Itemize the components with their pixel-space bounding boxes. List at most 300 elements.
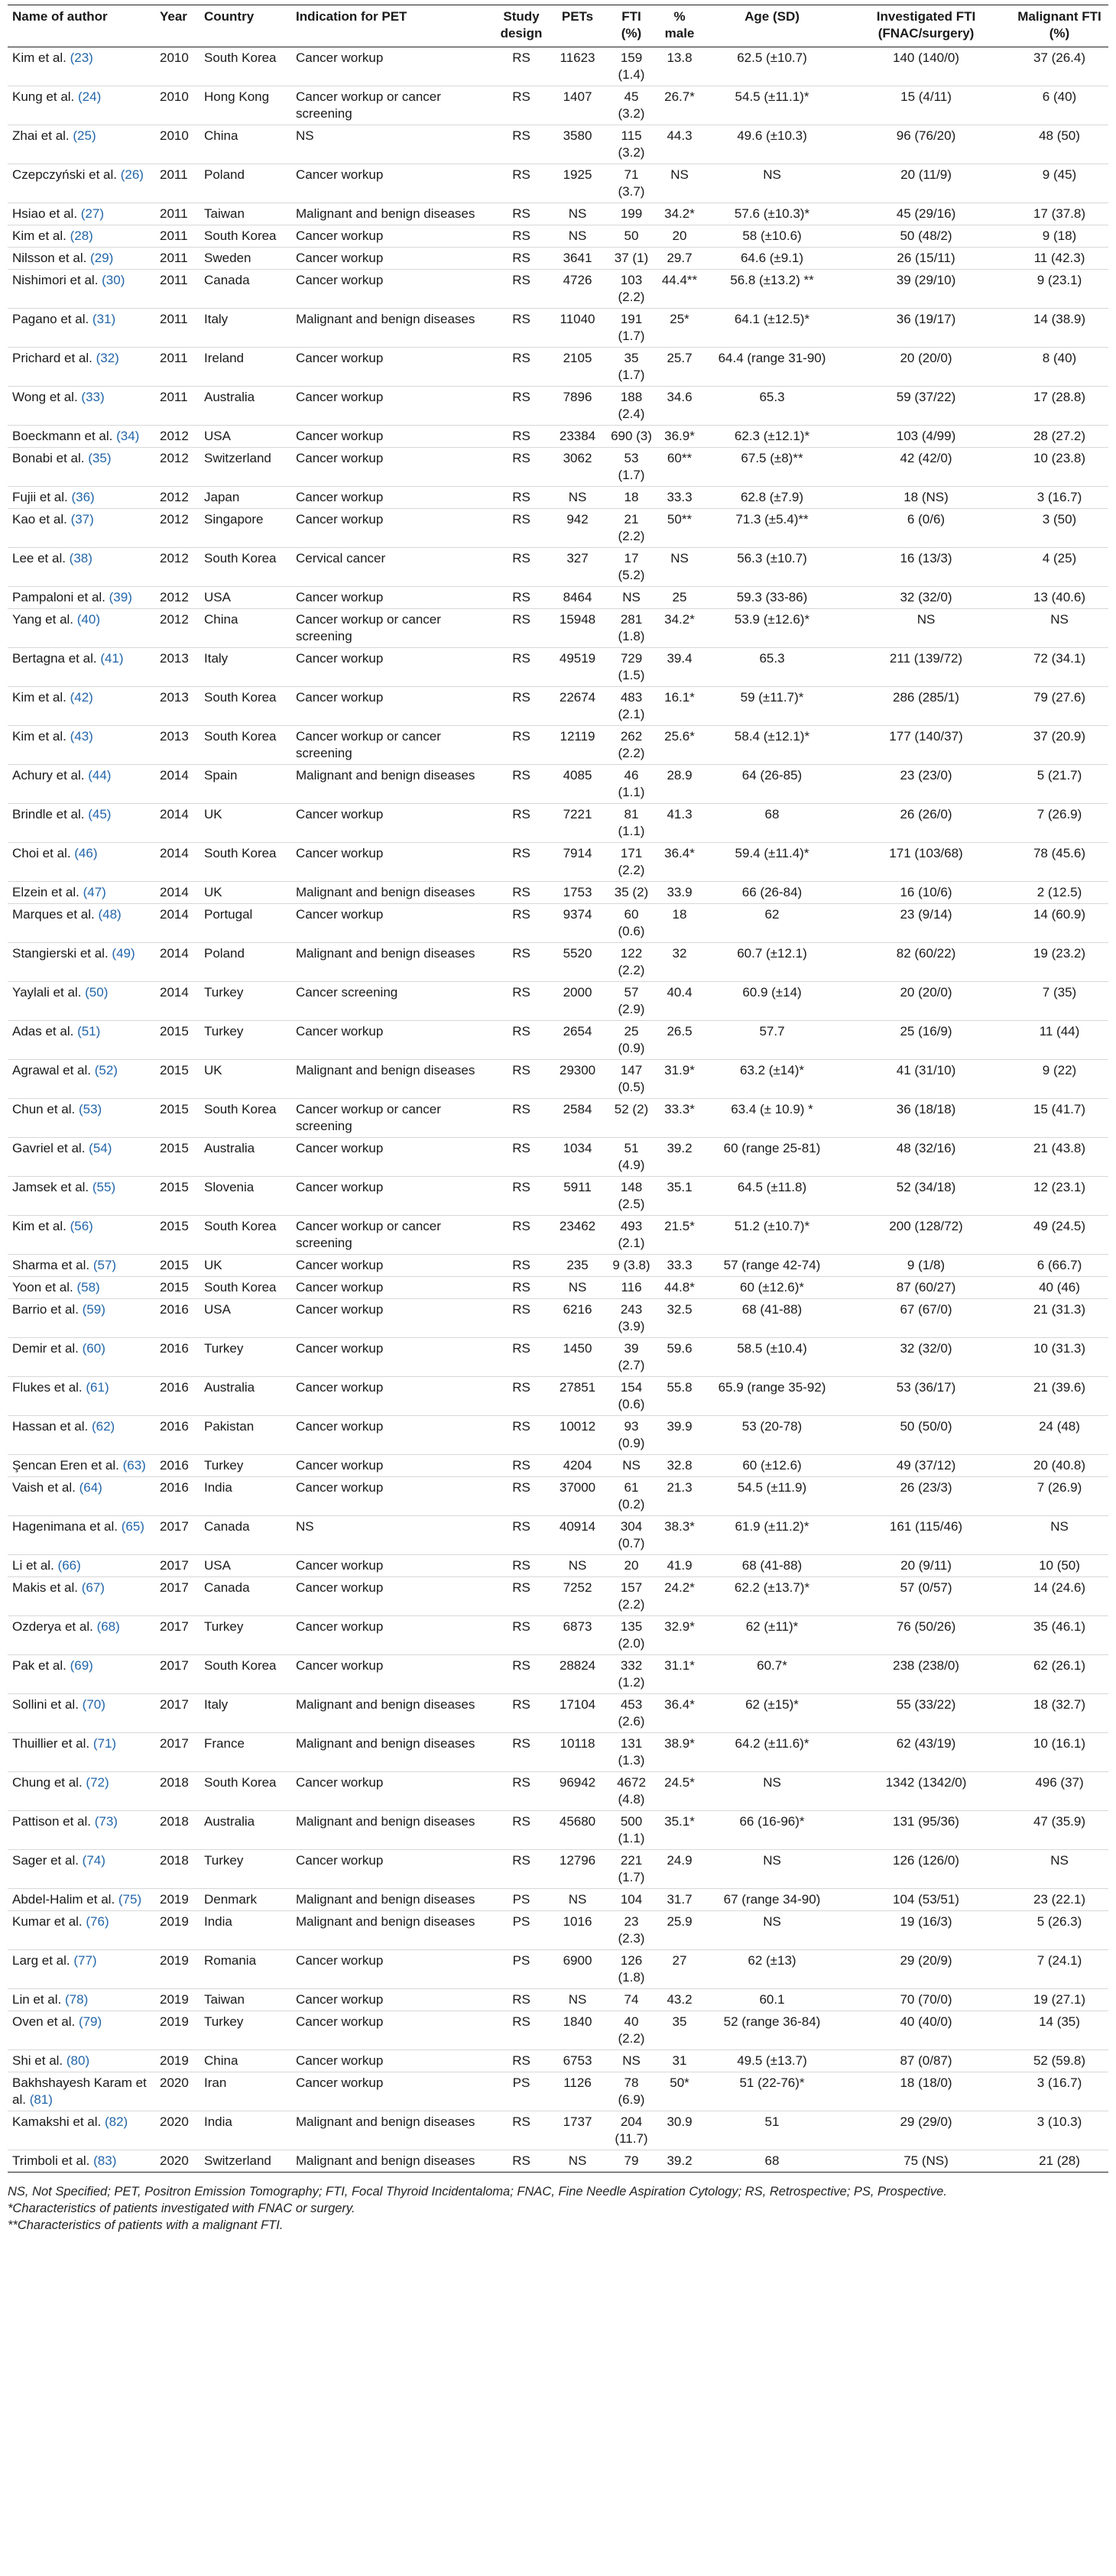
table-row [8,1850,1108,1889]
cell-indication: Cancer workup [291,248,494,270]
cell-fti: 79 [606,2150,657,2173]
cell-study-design: RS [494,1138,549,1177]
cell-indication: Cancer workup or cancer screening [291,609,494,648]
cell-pets: 4204 [549,1455,606,1477]
cell-country: Romania [200,1950,291,1989]
cell-fti: 20 [606,1555,657,1577]
cell-indication: Malignant and benign diseases [291,1911,494,1950]
reference-citation[interactable]: (77) [73,1953,97,1968]
cell-indication: Cancer workup [291,687,494,726]
cell-age: 60.9 (±14) [702,982,842,1021]
cell-male: 55.8 [657,1377,702,1416]
cell-age: 62.2 (±13.7)* [702,1577,842,1616]
reference-citation[interactable]: (39) [109,590,132,604]
cell-year: 2015 [155,1216,200,1255]
table-row [8,270,1108,309]
reference-citation[interactable]: (56) [70,1219,93,1233]
cell-fti: 126 (1.8) [606,1950,657,1989]
cell-age: 64.4 (range 31-90) [702,348,842,387]
cell-investigated: 26 (26/0) [842,804,1011,843]
cell-age: 67.5 (±8)** [702,448,842,487]
table-row [8,1655,1108,1694]
table-row [8,1299,1108,1338]
reference-citation[interactable]: (68) [96,1619,120,1634]
cell-indication: Cancer workup [291,904,494,943]
table-row [8,2072,1108,2111]
cell-study-design: RS [494,1577,549,1616]
cell-male: 44.8* [657,1277,702,1299]
reference-citation[interactable]: (75) [118,1892,142,1907]
cell-study-design: RS [494,1021,549,1060]
cell-study-design: RS [494,1377,549,1416]
cell-study-design: RS [494,609,549,648]
reference-citation[interactable]: (80) [66,2053,90,2068]
cell-male: 20 [657,225,702,248]
table-row [8,843,1108,882]
document-page [8,0,1108,2234]
cell-indication: Cancer workup or cancer screening [291,1099,494,1138]
cell-author: Ozderya et al. (68) [8,1616,155,1655]
reference-citation[interactable]: (33) [81,390,105,404]
cell-indication: Cancer workup [291,1850,494,1889]
cell-investigated: 20 (20/0) [842,348,1011,387]
cell-male: 32 [657,943,702,982]
cell-investigated: 40 (40/0) [842,2011,1011,2050]
cell-country: Portugal [200,904,291,943]
reference-citation[interactable]: (34) [116,429,140,443]
cell-year: 2019 [155,1889,200,1911]
cell-pets: 1737 [549,2111,606,2150]
cell-author: Sager et al. (74) [8,1850,155,1889]
cell-country: Canada [200,1577,291,1616]
cell-fti: 147 (0.5) [606,1060,657,1099]
table-row [8,348,1108,387]
cell-author: Abdel-Halim et al. (75) [8,1889,155,1911]
cell-author: Choi et al. (46) [8,843,155,882]
cell-year: 2018 [155,1772,200,1811]
cell-male: 18 [657,904,702,943]
cell-year: 2019 [155,1911,200,1950]
cell-age: 66 (26-84) [702,882,842,904]
header-year: Year [155,5,200,47]
reference-citation[interactable]: (54) [89,1141,112,1155]
cell-age: 58.4 (±12.1)* [702,726,842,765]
cell-investigated: 103 (4/99) [842,426,1011,448]
cell-indication: Cancer workup [291,2050,494,2072]
reference-citation[interactable]: (71) [92,1736,117,1751]
cell-year: 2017 [155,1655,200,1694]
reference-citation[interactable]: (58) [76,1280,100,1294]
cell-fti: 135 (2.0) [606,1616,657,1655]
cell-study-design: RS [494,348,549,387]
cell-fti: 17 (5.2) [606,548,657,587]
reference-citation[interactable]: (72) [86,1775,109,1790]
reference-citation[interactable]: (78) [65,1992,89,2007]
cell-country: Slovenia [200,1177,291,1216]
cell-malignant: 3 (16.7) [1011,487,1108,509]
cell-investigated: 87 (60/27) [842,1277,1011,1299]
cell-indication: Malignant and benign diseases [291,1733,494,1772]
cell-malignant: 6 (40) [1011,86,1108,125]
cell-year: 2019 [155,1950,200,1989]
cell-male: 28.9 [657,765,702,804]
cell-pets: 1407 [549,86,606,125]
cell-country: Turkey [200,1850,291,1889]
cell-pets: 3580 [549,125,606,164]
cell-age: 64.2 (±11.6)* [702,1733,842,1772]
cell-malignant: 49 (24.5) [1011,1216,1108,1255]
cell-study-design: RS [494,1850,549,1889]
reference-citation[interactable]: (30) [102,273,125,287]
cell-age: 62 [702,904,842,943]
cell-male: 31 [657,2050,702,2072]
cell-year: 2018 [155,1811,200,1850]
table-row [8,1021,1108,1060]
cell-year: 2015 [155,1138,200,1177]
cell-fti: 148 (2.5) [606,1177,657,1216]
cell-study-design: RS [494,1299,549,1338]
cell-pets: 10118 [549,1733,606,1772]
cell-male: 35 [657,2011,702,2050]
table-row [8,387,1108,426]
reference-citation[interactable]: (81) [29,2092,53,2107]
cell-male: 24.2* [657,1577,702,1616]
reference-citation[interactable]: (61) [86,1380,109,1395]
cell-year: 2012 [155,609,200,648]
cell-indication: Cancer workup [291,1455,494,1477]
cell-author: Bonabi et al. (35) [8,448,155,487]
reference-citation[interactable]: (26) [120,167,144,182]
reference-citation[interactable]: (31) [92,312,116,326]
cell-investigated: 16 (13/3) [842,548,1011,587]
reference-citation[interactable]: (48) [98,907,122,922]
cell-fti: 23 (2.3) [606,1911,657,1950]
cell-fti: NS [606,587,657,609]
cell-investigated: 32 (32/0) [842,587,1011,609]
cell-study-design: PS [494,1889,549,1911]
reference-citation[interactable]: (65) [121,1519,144,1534]
cell-age: 60.7 (±12.1) [702,943,842,982]
cell-investigated: 20 (9/11) [842,1555,1011,1577]
reference-citation[interactable]: (74) [82,1853,105,1868]
cell-year: 2017 [155,1694,200,1733]
cell-indication: NS [291,125,494,164]
cell-indication: Cancer workup [291,1950,494,1989]
cell-indication: Cancer workup [291,348,494,387]
reference-citation[interactable]: (83) [93,2153,117,2168]
cell-author: Lin et al. (78) [8,1989,155,2011]
cell-male: 35.1 [657,1177,702,1216]
cell-country: South Korea [200,47,291,86]
cell-indication: Cancer workup [291,1255,494,1277]
cell-age: 59.4 (±11.4)* [702,843,842,882]
table-row [8,509,1108,548]
cell-year: 2011 [155,270,200,309]
cell-malignant: 8 (40) [1011,348,1108,387]
cell-malignant: 9 (23.1) [1011,270,1108,309]
cell-male: 25.9 [657,1911,702,1950]
cell-author: Pampaloni et al. (39) [8,587,155,609]
reference-citation[interactable]: (76) [86,1914,109,1929]
cell-fti: NS [606,2050,657,2072]
header-male: % male [657,5,702,47]
cell-investigated: 19 (16/3) [842,1911,1011,1950]
table-row [8,1477,1108,1516]
reference-citation[interactable]: (63) [122,1458,146,1473]
cell-country: Poland [200,164,291,203]
cell-author: Şencan Eren et al. (63) [8,1455,155,1477]
table-row [8,609,1108,648]
cell-pets: 7896 [549,387,606,426]
cell-fti: 159 (1.4) [606,47,657,86]
reference-citation[interactable]: (43) [70,729,93,744]
cell-country: Australia [200,1138,291,1177]
cell-indication: Cancer screening [291,982,494,1021]
cell-pets: NS [549,1989,606,2011]
cell-fti: 493 (2.1) [606,1216,657,1255]
reference-citation[interactable]: (52) [94,1063,118,1077]
cell-male: 41.9 [657,1555,702,1577]
reference-citation[interactable]: (55) [92,1180,116,1194]
reference-citation[interactable]: (36) [71,490,95,504]
cell-year: 2015 [155,1021,200,1060]
reference-citation[interactable]: (25) [73,128,96,143]
cell-male: 24.9 [657,1850,702,1889]
cell-malignant: 13 (40.6) [1011,587,1108,609]
cell-country: UK [200,1060,291,1099]
cell-author: Kim et al. (43) [8,726,155,765]
cell-age: 64.6 (±9.1) [702,248,842,270]
cell-male: 31.9* [657,1060,702,1099]
cell-male: 25* [657,309,702,348]
cell-malignant: 37 (20.9) [1011,726,1108,765]
cell-country: India [200,1911,291,1950]
cell-age: 68 (41-88) [702,1555,842,1577]
cell-author: Yang et al. (40) [8,609,155,648]
cell-fti: 46 (1.1) [606,765,657,804]
reference-citation[interactable]: (47) [83,885,106,899]
cell-year: 2014 [155,843,200,882]
cell-country: Iran [200,2072,291,2111]
reference-citation[interactable]: (67) [81,1580,105,1595]
cell-author: Adas et al. (51) [8,1021,155,1060]
cell-pets: NS [549,2150,606,2173]
reference-citation[interactable]: (51) [77,1024,101,1039]
cell-male: 50* [657,2072,702,2111]
table-row [8,1889,1108,1911]
cell-study-design: RS [494,648,549,687]
cell-pets: 27851 [549,1377,606,1416]
cell-malignant: 20 (40.8) [1011,1455,1108,1477]
cell-investigated: 16 (10/6) [842,882,1011,904]
reference-citation[interactable]: (28) [70,228,93,243]
cell-year: 2017 [155,1616,200,1655]
cell-fti: 690 (3) [606,426,657,448]
cell-indication: Cancer workup [291,2011,494,2050]
reference-citation[interactable]: (32) [96,351,119,365]
table-row [8,982,1108,1021]
cell-indication: Cancer workup [291,270,494,309]
reference-citation[interactable]: (29) [90,251,114,265]
reference-citation[interactable]: (59) [82,1302,105,1317]
reference-citation[interactable]: (42) [70,690,93,705]
cell-author: Gavriel et al. (54) [8,1138,155,1177]
cell-pets: 7252 [549,1577,606,1616]
cell-country: Italy [200,1694,291,1733]
reference-citation[interactable]: (27) [80,206,104,221]
cell-pets: 49519 [549,648,606,687]
cell-pets: 7914 [549,843,606,882]
reference-citation[interactable]: (62) [91,1419,115,1434]
cell-age: 51.2 (±10.7)* [702,1216,842,1255]
cell-pets: 45680 [549,1811,606,1850]
cell-male: 41.3 [657,804,702,843]
table-row [8,1911,1108,1950]
cell-fti: 221 (1.7) [606,1850,657,1889]
cell-male: 38.9* [657,1733,702,1772]
cell-author: Nilsson et al. (29) [8,248,155,270]
reference-citation[interactable]: (37) [70,512,94,527]
reference-citation[interactable]: (64) [79,1480,102,1495]
cell-country: UK [200,804,291,843]
cell-country: South Korea [200,726,291,765]
cell-malignant: 14 (60.9) [1011,904,1108,943]
cell-pets: 1126 [549,2072,606,2111]
reference-citation[interactable]: (46) [74,846,98,860]
cell-malignant: 17 (37.8) [1011,203,1108,225]
reference-citation[interactable]: (73) [94,1814,118,1829]
reference-citation[interactable]: (57) [92,1258,117,1272]
cell-malignant: 4 (25) [1011,548,1108,587]
cell-pets: 3062 [549,448,606,487]
cell-year: 2013 [155,687,200,726]
cell-investigated: 104 (53/51) [842,1889,1011,1911]
cell-study-design: RS [494,270,549,309]
cell-investigated: 200 (128/72) [842,1216,1011,1255]
cell-pets: 1753 [549,882,606,904]
cell-investigated: 53 (36/17) [842,1377,1011,1416]
cell-author: Czepczyński et al. (26) [8,164,155,203]
reference-citation[interactable]: (49) [112,946,135,961]
cell-age: 52 (range 36-84) [702,2011,842,2050]
cell-author: Hsiao et al. (27) [8,203,155,225]
cell-author: Bertagna et al. (41) [8,648,155,687]
cell-male: 33.9 [657,882,702,904]
cell-year: 2010 [155,47,200,86]
cell-malignant: 3 (50) [1011,509,1108,548]
cell-study-design: RS [494,687,549,726]
cell-investigated: 76 (50/26) [842,1616,1011,1655]
cell-male: 44.3 [657,125,702,164]
cell-author: Wong et al. (33) [8,387,155,426]
cell-year: 2014 [155,882,200,904]
cell-age: 67 (range 34-90) [702,1889,842,1911]
cell-male: 35.1* [657,1811,702,1850]
cell-country: Sweden [200,248,291,270]
cell-author: Lee et al. (38) [8,548,155,587]
cell-age: 60 (±12.6) [702,1455,842,1477]
cell-investigated: 23 (23/0) [842,765,1011,804]
cell-investigated: 6 (0/6) [842,509,1011,548]
cell-indication: Cancer workup [291,648,494,687]
cell-investigated: 286 (285/1) [842,687,1011,726]
reference-citation[interactable]: (69) [70,1658,93,1673]
cell-indication: Cancer workup [291,1616,494,1655]
cell-pets: 96942 [549,1772,606,1811]
cell-investigated: 55 (33/22) [842,1694,1011,1733]
cell-indication: Cancer workup [291,164,494,203]
cell-year: 2020 [155,2150,200,2173]
cell-pets: 1016 [549,1911,606,1950]
cell-indication: Cancer workup [291,1655,494,1694]
cell-study-design: RS [494,1616,549,1655]
reference-citation[interactable]: (40) [76,612,100,627]
cell-male: 27 [657,1950,702,1989]
header-country: Country [200,5,291,47]
reference-citation[interactable]: (79) [78,2014,102,2029]
cell-country: South Korea [200,1216,291,1255]
cell-study-design: RS [494,943,549,982]
cell-pets: 6753 [549,2050,606,2072]
cell-author: Bakhshayesh Karam et al. (81) [8,2072,155,2111]
cell-pets: 12119 [549,726,606,765]
cell-malignant: 17 (28.8) [1011,387,1108,426]
reference-citation[interactable]: (50) [85,985,109,1000]
cell-malignant: 10 (50) [1011,1555,1108,1577]
cell-pets: NS [549,225,606,248]
cell-fti: 157 (2.2) [606,1577,657,1616]
cell-indication: Malignant and benign diseases [291,882,494,904]
reference-citation[interactable]: (45) [88,807,112,821]
cell-age: 60.7* [702,1655,842,1694]
cell-year: 2012 [155,487,200,509]
table-row [8,1416,1108,1455]
reference-citation[interactable]: (53) [78,1102,102,1116]
reference-citation[interactable]: (66) [57,1558,81,1573]
cell-age: 56.3 (±10.7) [702,548,842,587]
cell-age: 54.5 (±11.1)* [702,86,842,125]
reference-citation[interactable]: (82) [104,2114,128,2129]
reference-citation[interactable]: (23) [70,50,93,65]
cell-fti: 51 (4.9) [606,1138,657,1177]
reference-citation[interactable]: (41) [100,651,124,666]
reference-citation[interactable]: (44) [88,768,112,783]
cell-indication: Cancer workup [291,225,494,248]
reference-citation[interactable]: (60) [82,1341,105,1356]
cell-investigated: 96 (76/20) [842,125,1011,164]
cell-author: Boeckmann et al. (34) [8,426,155,448]
cell-investigated: 49 (37/12) [842,1455,1011,1477]
cell-investigated: 25 (16/9) [842,1021,1011,1060]
cell-author: Shi et al. (80) [8,2050,155,2072]
cell-country: Spain [200,765,291,804]
reference-citation[interactable]: (70) [82,1697,105,1712]
cell-year: 2012 [155,587,200,609]
cell-malignant: 12 (23.1) [1011,1177,1108,1216]
header-author: Name of author [8,5,155,47]
cell-country: South Korea [200,1099,291,1138]
cell-male: 36.4* [657,1694,702,1733]
cell-study-design: PS [494,1950,549,1989]
cell-author: Larg et al. (77) [8,1950,155,1989]
cell-male: 36.4* [657,843,702,882]
reference-citation[interactable]: (38) [69,551,92,565]
cell-investigated: 62 (43/19) [842,1733,1011,1772]
reference-citation[interactable]: (35) [88,451,112,465]
cell-investigated: 42 (42/0) [842,448,1011,487]
reference-citation[interactable]: (24) [78,89,102,104]
cell-investigated: 171 (103/68) [842,843,1011,882]
